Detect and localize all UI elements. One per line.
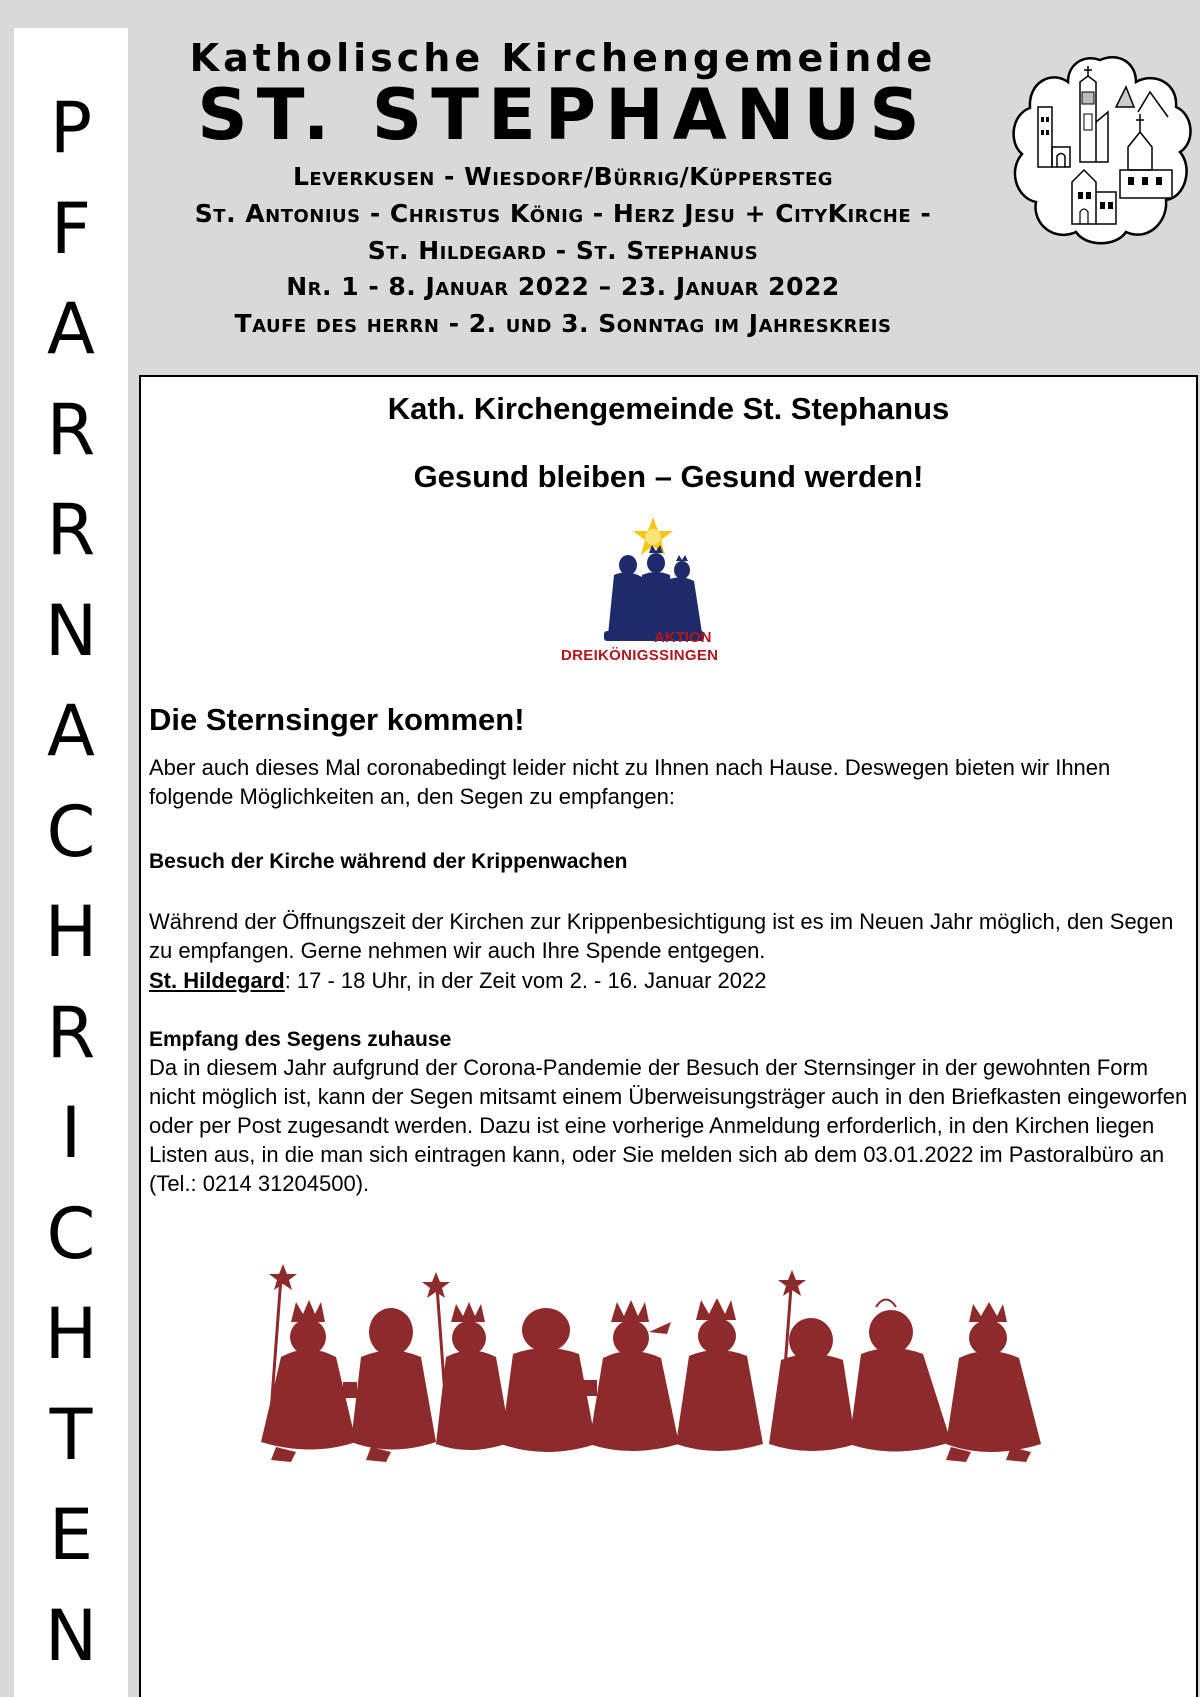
side-letter: R: [46, 388, 96, 471]
side-letter: N: [44, 1594, 98, 1677]
section-heading: Die Sternsinger kommen!: [149, 702, 525, 737]
masthead-issue-dates: Nr. 1 - 8. Januar 2022 – 23. Januar 2022: [286, 272, 840, 301]
side-letter: R: [46, 991, 96, 1074]
side-letter: F: [50, 187, 92, 270]
side-letter: P: [49, 87, 93, 169]
paragraph-church-visit: Während der Öffnungszeit der Kirchen zur Krippenbesichtigung ist es im Neuen Jahr möglich, den Segen zu empfangen. Gerne nehmen wir auch Ihre Spende entgegen.: [149, 909, 1174, 963]
side-letter: C: [46, 790, 96, 873]
masthead-parish-name: ST. STEPHANUS: [197, 74, 929, 156]
masthead-locations: Leverkusen - Wiesdorf/Bürrig/Küppersteg: [292, 162, 834, 191]
subheading-church-visit: Besuch der Kirche während der Krippenwachen: [149, 850, 628, 873]
side-letter: I: [60, 1092, 82, 1175]
masthead: [128, 0, 1200, 375]
masthead-parish-type: Katholische Kirchengemeinde: [189, 36, 937, 80]
side-letter: A: [47, 690, 95, 773]
masthead-liturgical-days: Taufe des herrn - 2. und 3. Sonntag im Jahreskreis: [234, 309, 892, 338]
side-letter: R: [46, 489, 96, 572]
intro-paragraph: Aber auch dieses Mal coronabedingt leider nicht zu Ihnen nach Hause. Deswegen bieten wir Ihnen folgende Möglichkeiten an, den Segen zu empfangen:: [149, 755, 1111, 809]
logo-text-aktion: AKTION: [654, 629, 712, 646]
side-letter: H: [44, 1293, 98, 1376]
side-letter: H: [44, 891, 98, 974]
side-letter: E: [48, 1494, 94, 1577]
hildegard-schedule: [149, 966, 1189, 995]
paragraph-home-blessing: Da in diesem Jahr aufgrund der Corona-Pandemie der Besuch der Sternsinger in der gewohnten Form nicht möglich ist, kann der Segen mitsamt einem Überweisungsträger auch in den Briefkasten eingeworfen oder per Post zugesandt werden. Dazu ist eine vorherige Anmeldung erforderlich, in den Kirchen liegen Listen aus, in die man sich eintragen kann, oder Sie melden sich ab dem 03.01.2022 im Pastoralbüro an (Tel.: 0214 31204500).: [149, 1055, 1188, 1196]
side-letter: C: [46, 1192, 96, 1275]
sternsinger-silhouettes-icon: [251, 1262, 1081, 1492]
subheading-home-blessing: Empfang des Segens zuhause: [149, 1028, 452, 1051]
side-banner-letters: [14, 87, 128, 1677]
masthead-churches-1: St. Antonius - Christus König - Herz Jesu + CityKirche -: [194, 199, 932, 228]
hildegard-name: St. Hildegard: [149, 968, 285, 993]
hildegard-time: : 17 - 18 Uhr, in der Zeit vom 2. - 16. Januar 2022: [284, 968, 767, 993]
side-letter: N: [44, 589, 98, 672]
logo-text-dreikoenigssingen: DREIKÖNIGSSINGEN: [561, 647, 719, 664]
side-letter: A: [47, 288, 95, 371]
article-title: Kath. Kirchengemeinde St. Stephanus: [387, 391, 950, 426]
side-letter: T: [49, 1393, 93, 1476]
article-subtitle: Gesund bleiben – Gesund werden!: [413, 459, 924, 494]
article-box: [139, 375, 1198, 1697]
parish-emblem-icon: [1008, 52, 1193, 247]
side-banner: [14, 28, 128, 1697]
masthead-churches-2: St. Hildegard - St. Stephanus: [367, 236, 759, 265]
